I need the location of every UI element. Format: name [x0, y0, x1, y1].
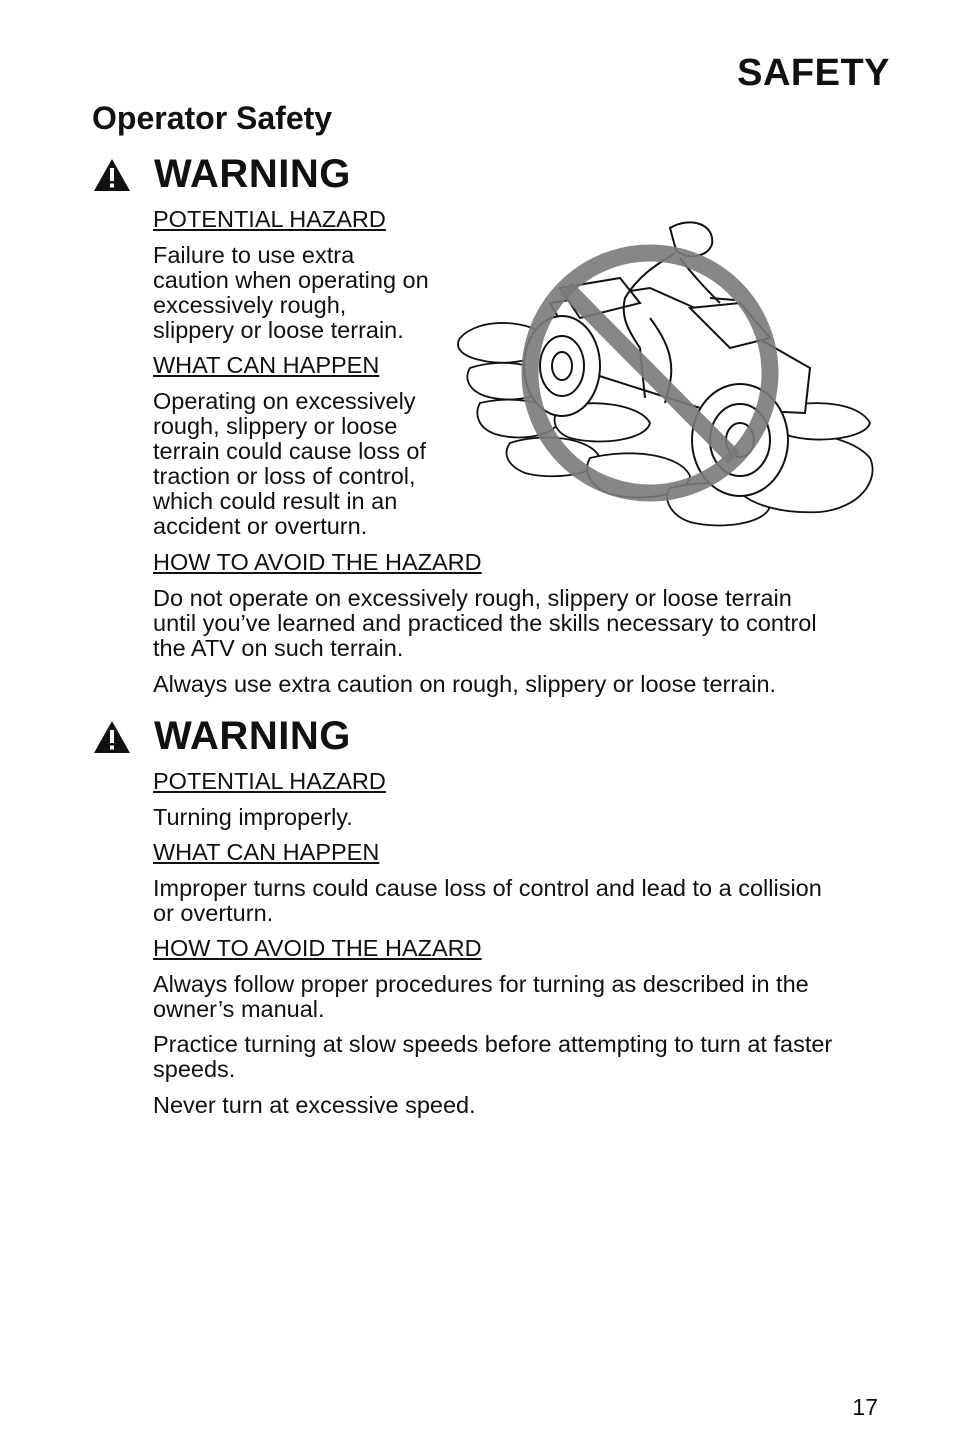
- text-line: Practice turning at slow speeds before attempting to turn at faster: [153, 1031, 833, 1057]
- subsection-title: Operator Safety: [92, 100, 333, 136]
- text-line: speeds.: [153, 1056, 236, 1082]
- how-to-avoid-label: HOW TO AVOID THE HAZARD: [153, 549, 482, 575]
- text-line: until you’ve learned and practiced the skills necessary to control: [153, 610, 817, 636]
- warning-1-heading: [92, 152, 351, 197]
- warning-2-hazard-text: [153, 805, 353, 830]
- warning-2-what-label: [153, 840, 379, 865]
- text-line: Failure to use extra: [153, 242, 355, 268]
- text-line: Never turn at excessive speed.: [153, 1092, 476, 1118]
- warning-title: WARNING: [154, 152, 351, 196]
- no-atv-on-rough-terrain-icon: [440, 208, 890, 538]
- warning-1-avoid-text-2: [153, 672, 776, 697]
- warning-triangle-icon: [92, 719, 132, 755]
- text-line: rough, slippery or loose: [153, 413, 398, 439]
- text-line: Operating on excessively: [153, 388, 416, 414]
- text-line: owner’s manual.: [153, 996, 325, 1022]
- warning-1-avoid-label: [153, 550, 482, 575]
- warning-1-hazard-text: [153, 243, 429, 343]
- warning-2-avoid-label: [153, 936, 482, 961]
- text-line: or overturn.: [153, 900, 274, 926]
- section-title: SAFETY: [737, 52, 890, 94]
- text-line: accident or overturn.: [153, 513, 368, 539]
- warning-1-hazard: [153, 207, 386, 232]
- warning-2-hazard: [153, 769, 386, 794]
- text-line: Turning improperly.: [153, 804, 353, 830]
- text-line: traction or loss of control,: [153, 463, 416, 489]
- text-line: excessively rough,: [153, 292, 347, 318]
- what-can-happen-label: WHAT CAN HAPPEN: [153, 352, 380, 378]
- text-line: the ATV on such terrain.: [153, 635, 404, 661]
- text-line: caution when operating on: [153, 267, 429, 293]
- warning-1-what-text: [153, 389, 426, 539]
- what-can-happen-label: WHAT CAN HAPPEN: [153, 839, 380, 865]
- text-line: Improper turns could cause loss of control and lead to a collision: [153, 875, 822, 901]
- text-line: Do not operate on excessively rough, slippery or loose terrain: [153, 585, 792, 611]
- warning-2-avoid-text-2: [153, 1032, 832, 1082]
- potential-hazard-label: POTENTIAL HAZARD: [153, 206, 386, 232]
- warning-2-what-text: [153, 876, 822, 926]
- text-line: Always follow proper procedures for turning as described in the: [153, 971, 809, 997]
- potential-hazard-label: POTENTIAL HAZARD: [153, 768, 386, 794]
- warning-title: WARNING: [154, 714, 351, 758]
- text-line: terrain could cause loss of: [153, 438, 427, 464]
- how-to-avoid-label: HOW TO AVOID THE HAZARD: [153, 935, 482, 961]
- warning-2-avoid-text-1: [153, 972, 809, 1022]
- warning-2-heading: [92, 714, 351, 759]
- page-number: 17: [852, 1394, 878, 1420]
- text-line: slippery or loose terrain.: [153, 317, 404, 343]
- warning-1-avoid-text-1: [153, 586, 817, 661]
- text-line: Always use extra caution on rough, slippery or loose terrain.: [153, 671, 777, 697]
- text-line: which could result in an: [153, 488, 398, 514]
- warning-2-avoid-text-3: [153, 1093, 476, 1118]
- warning-triangle-icon: [92, 157, 132, 193]
- warning-1-what-label: [153, 353, 379, 378]
